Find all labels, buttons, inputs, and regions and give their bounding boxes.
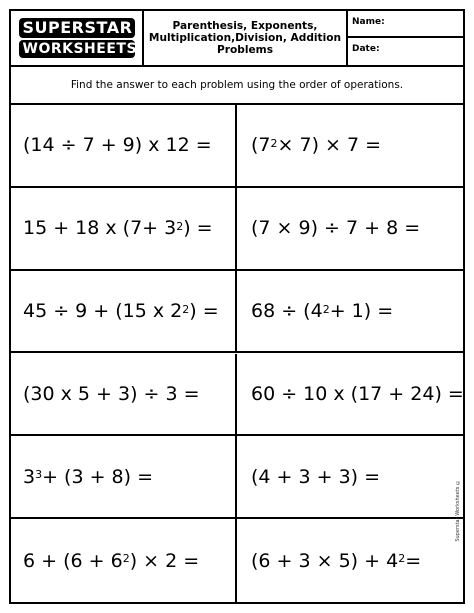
problem-text-end: =: [405, 549, 422, 572]
problem-6-right: [237, 519, 463, 602]
problem-1-left: [11, 105, 237, 188]
problem-text-end: + 1) =: [329, 300, 394, 323]
date-field[interactable]: Date:: [352, 44, 380, 54]
problem-2-right: [237, 188, 463, 271]
problem-exponent: 2: [122, 552, 130, 566]
worksheet-header: [11, 11, 463, 67]
problem-text: 68 ÷ (4: [251, 300, 323, 323]
problem-exponent: 2: [176, 219, 184, 233]
copyright-credit: Superstar Worksheets ©: [455, 479, 461, 542]
problem-text: 60 ÷ 10 x (17 + 24) =: [251, 382, 464, 405]
problem-3-left: [11, 271, 237, 354]
problem-text: 15 + 18 x (7+ 3: [23, 217, 177, 240]
problem-text-end: × 7) × 7 =: [277, 134, 382, 157]
problem-text: (6 + 3 × 5) + 4: [251, 549, 399, 572]
problem-exponent: 2: [398, 552, 406, 566]
problem-5-left: [11, 436, 237, 519]
instructions: Find the answer to each problem using the order of operations.: [11, 67, 463, 105]
problem-text: (30 x 5 + 3) ÷ 3 =: [23, 382, 200, 405]
problem-text: (4 + 3 + 3) =: [251, 465, 381, 488]
problem-text: 3: [23, 465, 36, 488]
name-date-box: [348, 11, 463, 65]
problem-grid: [11, 105, 463, 602]
problem-text: (14 ÷ 7 + 9) x 12 =: [23, 134, 212, 157]
problem-exponent: 3: [35, 468, 43, 482]
problem-1-right: [237, 105, 463, 188]
worksheet-title: Parenthesis, Exponents, Multiplication,Division, Addition Problems: [144, 11, 348, 65]
logo-line-1: SUPERSTAR: [19, 18, 135, 38]
worksheet: [9, 9, 465, 604]
logo-line-2: WORKSHEETS: [19, 40, 135, 58]
problem-2-left: [11, 188, 237, 271]
problem-text: (7 × 9) ÷ 7 + 8 =: [251, 217, 421, 240]
problem-text-end: ) × 2 =: [129, 549, 200, 572]
problem-5-right: [237, 436, 463, 519]
problem-3-right: [237, 271, 463, 354]
problem-text: 6 + (6 + 6: [23, 549, 123, 572]
problem-4-left: [11, 354, 237, 437]
problem-6-left: [11, 519, 237, 602]
problem-text: 45 ÷ 9 + (15 x 2: [23, 300, 183, 323]
problem-4-right: [237, 354, 463, 437]
problem-exponent: 2: [322, 302, 330, 316]
problem-text-end: ) =: [189, 300, 219, 323]
superstar-worksheets-logo: [11, 11, 144, 65]
name-field[interactable]: Name:: [348, 11, 463, 38]
problem-exponent: 2: [182, 302, 190, 316]
problem-text-end: ) =: [183, 217, 213, 240]
problem-exponent: 2: [270, 136, 278, 150]
problem-text: (7: [251, 134, 271, 157]
problem-text-end: + (3 + 8) =: [42, 465, 154, 488]
